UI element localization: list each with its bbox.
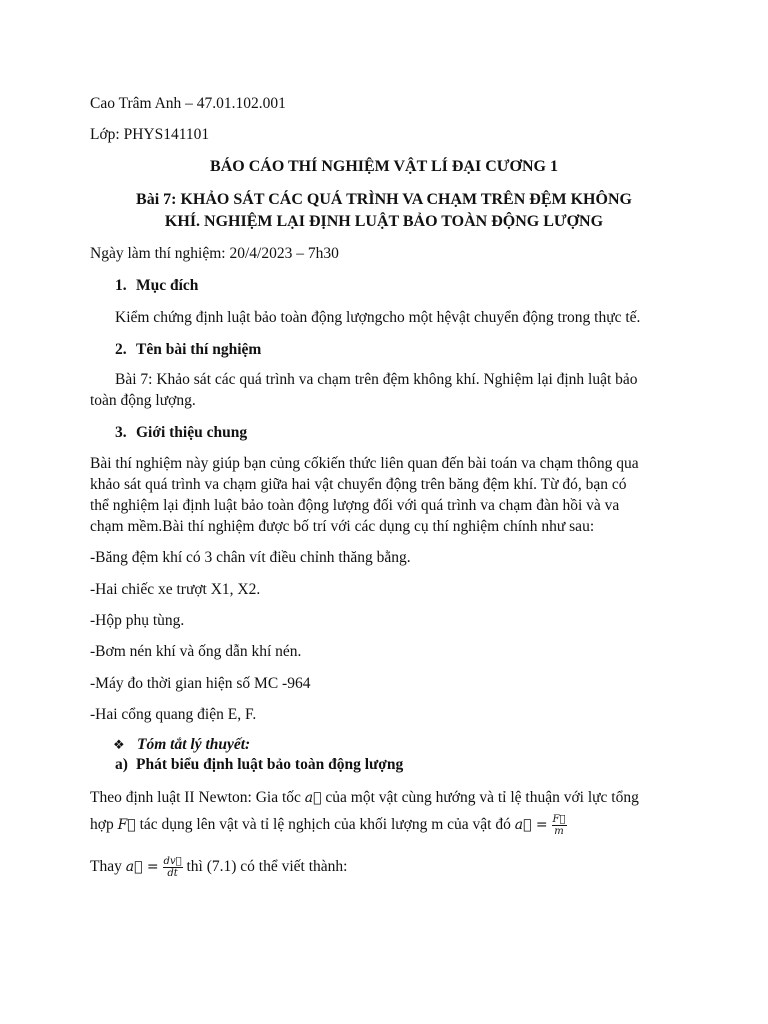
lesson-title-line2: KHÍ. NGHIỆM LẠI ĐỊNH LUẬT BẢO TOÀN ĐỘNG LƯỢNG [164,213,604,230]
intro-line1: Bài thí nghiệm này giúp bạn củng cốkiến thức liên quan đến bài toán va chạm thông qua [90,455,639,472]
newton-text-d: tác dụng lên vật và tỉ lệ nghịch của khối lượng m của vật đó [139,816,511,833]
intro-line3: thể nghiệm lại định luật bảo toàn động lượng đối với quá trình va chạm đàn hồi và va [90,497,620,514]
report-title: BÁO CÁO THÍ NGHIỆM VẬT LÍ ĐẠI CƯƠNG 1 [210,158,558,175]
acceleration-equation: a⃗ = [514,817,548,833]
equipment-item: -Hộp phụ tùng. [90,612,185,629]
section-title: Tên bài thí nghiệm [136,341,262,358]
acceleration-equation: a⃗ = [125,859,159,875]
equipment-item: -Hai chiếc xe trượt X1, X2. [90,581,261,598]
section-title: Giới thiệu chung [136,424,248,441]
experiment-name-line2: toàn động lượng. [90,392,196,409]
fraction-denominator: m [552,825,567,837]
section-number: 1. [115,277,127,294]
section-heading-intro [115,423,247,443]
theory-heading [113,735,250,756]
equipment-item: -Máy đo thời gian hiện số MC -964 [90,675,311,692]
dv-over-dt-fraction [163,856,183,879]
section-heading-name [115,340,261,360]
experiment-date: Ngày làm thí nghiệm: 20/4/2023 – 7h30 [90,245,339,262]
theory-subheading [115,755,403,775]
fraction-numerator: dv⃗ [163,855,182,867]
fraction-denominator: dt [163,867,183,879]
purpose-text: Kiểm chứng định luật bảo toàn động lượngcho một hệvật chuyển động trong thực tế. [115,309,641,326]
diamond-bullet-icon: ❖ [113,738,125,753]
force-over-mass-fraction [552,814,567,837]
newton-text-c: hợp [90,816,114,833]
replace-text-b: thì (7.1) có thể viết thành: [186,858,348,875]
author-line: Cao Trâm Anh – 47.01.102.001 [90,95,286,112]
equipment-item: -Bơm nén khí và ống dẫn khí nén. [90,643,302,660]
intro-line2: khảo sát quá trình va chạm giữa hai vật chuyển động trên băng đệm khí. Từ đó, bạn có [90,476,627,493]
class-line: Lớp: PHYS141101 [90,126,210,143]
theory-heading-text: Tóm tắt lý thuyết: [137,736,251,753]
sub-label: a) [115,756,128,773]
newton-line2 [90,812,567,838]
section-number: 3. [115,424,127,441]
acceleration-symbol: a⃗ [304,790,322,806]
section-title: Mục đích [136,277,199,294]
replace-line [90,853,347,881]
fraction-numerator: F⃗ [552,813,566,825]
newton-line1 [90,788,639,808]
intro-line4: chạm mềm.Bài thí nghiệm được bố trí với các dụng cụ thí nghiệm chính như sau: [90,518,595,535]
experiment-name-line1: Bài 7: Khảo sát các quá trình va chạm trên đệm không khí. Nghiệm lại định luật bảo [115,371,638,388]
replace-text-a: Thay [90,858,122,875]
lesson-title-line1: Bài 7: KHẢO SÁT CÁC QUÁ TRÌNH VA CHẠM TRÊN ĐỆM KHÔNG [136,191,632,208]
force-symbol: F⃗ [117,817,136,833]
section-number: 2. [115,341,127,358]
equipment-item: -Băng đệm khí có 3 chân vít điều chỉnh thăng bằng. [90,549,411,566]
sub-heading-text: Phát biểu định luật bảo toàn động lượng [136,756,404,773]
newton-text-b: của một vật cùng hướng và tỉ lệ thuận với lực tổng [325,789,639,806]
section-heading-purpose [115,276,198,296]
newton-text-a: Theo định luật II Newton: Gia tốc [90,789,301,806]
equipment-item: -Hai cổng quang điện E, F. [90,706,257,723]
